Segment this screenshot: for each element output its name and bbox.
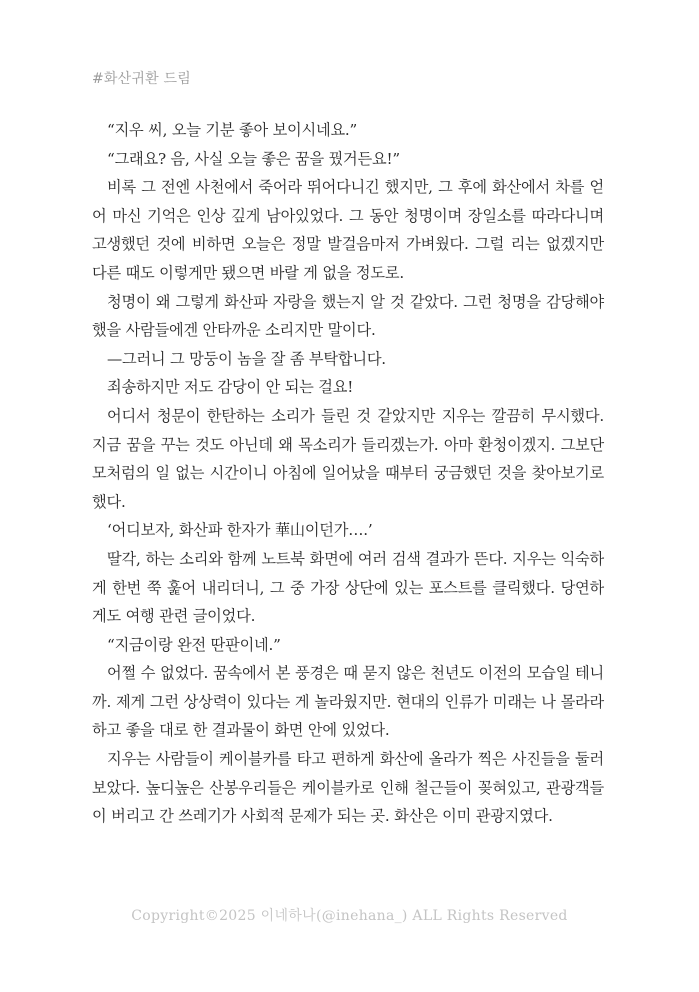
paragraph-1: “지우 씨, 오늘 기분 좋아 보이시네요.”	[107, 121, 358, 139]
copyright-footer: Copyright©2025 이네하나(@inehana_) ALL Rights Reserved	[131, 908, 568, 924]
hashtag-header: #화산귀환 드림	[92, 71, 191, 87]
paragraph-12: 지우는 사람들이 케이블카를 타고 편하게 화산에 올라가 찍은 사진들을 둘러보았다. 높디높은 산봉우리들은 케이블카로 인해 철근들이 꽂혀있고, 관광객들이 버리고 간 쓰레기가 사회적 문제가 되는 곳. 화산은 이미 관광지였다.	[92, 750, 604, 826]
paragraph-10: “지금이랑 완전 딴판이네.”	[107, 635, 281, 654]
paragraph-6: 죄송하지만 저도 감당이 안 되는 걸요!	[107, 378, 354, 397]
paragraph-4: 청명이 왜 그렇게 화산파 자랑을 했는지 알 것 같았다. 그런 청명을 감당해야 했을 사람들에겐 안타까운 소리지만 말이다.	[92, 292, 604, 340]
paragraph-3: 비록 그 전엔 사천에서 죽어라 뛰어다니긴 했지만, 그 후에 화산에서 차를 얻어 마신 기억은 인상 깊게 남아있었다. 그 동안 청명이며 장일소를 따라다니며 고생했던 것에 비하면 오늘은 정말 발걸음마저 가벼웠다. 그럴 리는 없겠지만 다른 때도 이렇게만 됐으면 바랄 게 없을 정도로.	[92, 178, 604, 282]
paragraph-5: —그러니 그 망둥이 놈을 잘 좀 부탁합니다.	[107, 349, 386, 368]
paragraph-11: 어쩔 수 없었다. 꿈속에서 본 풍경은 때 묻지 않은 천년도 이전의 모습일 테니까. 제게 그런 상상력이 있다는 게 놀라웠지만. 현대의 인류가 미래는 나 몰라라 하고 좋을 대로 한 결과물이 화면 안에 있었다.	[92, 664, 604, 740]
paragraph-9: 딸각, 하는 소리와 함께 노트북 화면에 여러 검색 결과가 뜬다. 지우는 익숙하게 한번 쭉 훑어 내리더니, 그 중 가장 상단에 있는 포스트를 클릭했다. 당연하게도 여행 관련 글이었다.	[92, 549, 604, 626]
story-body	[92, 116, 604, 831]
paragraph-2: “그래요? 음, 사실 오늘 좋은 꿈을 꿨거든요!”	[107, 149, 400, 168]
paragraph-7: 어디서 청문이 한탄하는 소리가 들린 것 같았지만 지우는 깔끔히 무시했다. 지금 꿈을 꾸는 것도 아닌데 왜 목소리가 들리겠는가. 아마 환청이겠지. 그보단 모처럼의 일 없는 시간이니 아침에 일어났을 때부터 궁금했던 것을 찾아보기로 했다.	[92, 406, 604, 511]
paragraph-8: ‘어디보자, 화산파 한자가 華山이던가….’	[107, 521, 373, 540]
